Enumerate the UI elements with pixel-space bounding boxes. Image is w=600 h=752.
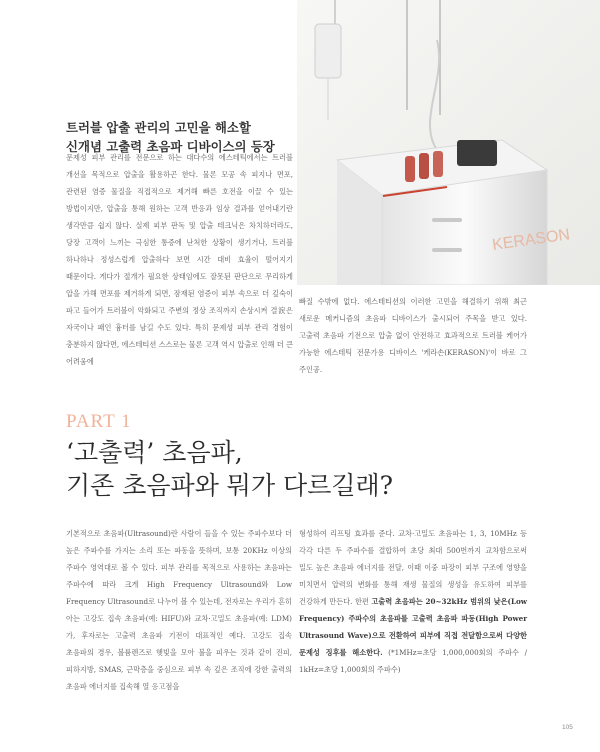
product-photo [297, 0, 600, 285]
body-paragraph-left: 기본적으로 초음파(Ultrasound)란 사람이 들을 수 있는 주파수보다 더 높은 주파수를 가지는 소리 또는 파동을 뜻하며, 보통 20KHz 이상의 주파수 영역대로 볼 수 있다. 피부 관리를 목적으로 사용하는 초음파는 주파수에 따라 크게 High Frequency Ultrasound와 Low Frequency Ultrasound로 나누어 볼 수 있는데, 전자로는 우리가 흔히 아는 고강도 집속 초음파(예: HIFU)와 교차·고밀도 초음파(예: LDM)가, 후자로는 고출력 초음파 기전이 대표적인 예다. 고강도 집속 초음파의 경우, 볼륨렌즈로 햇빛을 모아 불을 피우는 것과 같이 진피, 피하지방, SMAS, 근막층을 중심으로 피부 속 깊은 조직에 강한 출력의 초음파 에너지를 집속해 열 응고점을 [66, 529, 292, 691]
body-paragraph-right [299, 525, 527, 678]
brand-text: KERASON [491, 226, 572, 254]
section-title-line1: ‘고출력’ 초음파, [66, 438, 243, 467]
heading-line2: 신개념 고출력 초음파 디바이스의 등장 [66, 139, 275, 154]
page-number: 105 [562, 724, 573, 731]
body-right-note: (*1MHz=초당 1,000,000회의 주파수 / 1kHz=초당 1,000회의 주파수) [299, 648, 527, 674]
section-title-line2: 기존 초음파와 뭐가 다르길래? [66, 471, 394, 500]
body-right-bold: 고출력 초음파는 20~32kHz 범위의 낮은(Low Frequency) 주파수의 초음파를 고출력 초음파 파동(High Power Ultrasound Wave)으로 전환하여 피부에 직접 전달함으로써 다양한 문제성 징후를 해소한다. [299, 597, 527, 657]
intro-paragraph-continued: 빠질 수밖에 없다. 에스테티션의 이러한 고민을 해결하기 위해 최근 새로운 메커니즘의 초음파 디바이스가 출시되어 주목을 받고 있다. 고출력 초음파 기전으로 압출 없이 안전하고 효과적으로 트러블 케어가 가능한 에스테틱 전문가용 디바이스 '케라손(KERASON)'이 바로 그 주인공. [299, 297, 527, 374]
heading-line1: 트러블 압출 관리의 고민을 해소할 [66, 120, 251, 135]
part-label: PART 1 [66, 411, 132, 432]
section-title [66, 436, 393, 502]
body-right-text: 형성하여 리프팅 효과를 준다. 교차·고밀도 초음파는 1, 3, 10MHz 등 각각 다른 두 주파수를 결합하여 초당 최대 500번까지 교차함으로써 밀도 높은 초음파 에너지를 전달, 이때 이중 파장이 피부 구조에 영향을 미치면서 압력의 변화를 통해 재생 물질의 생성을 유도하여 피부를 건강하게 만든다. 한편 [299, 529, 527, 606]
intro-paragraph: 문제성 피부 관리를 전문으로 하는 대다수의 에스테틱에서는 트러블 개선을 목적으로 압출을 활용하곤 한다. 물론 모공 속 피지나 면포, 관련된 염증 물질을 직접적으로 제거해 빠른 호전을 이끌 수 있는 방법이지만, 압출을 통해 원하는 고객 반응과 임상 결과를 얻어내기란 생각만큼 쉽지 않다. 실제 피부 판독 및 압출 테크닉은 차치하더라도, 당장 고객이 느끼는 극심한 통증에 난처한 상황이 생기거나, 트러블 하나하나 정성스럽게 압출하다 보면 시간 대비 효율이 떨어지기 때문이다. 게다가 절개가 필요한 상태임에도 잘못된 판단으로 무리하게 압을 가해 면포를 제거하게 되면, 잠재된 염증이 피부 속으로 더 깊숙이 파고 들어가 트러블이 악화되고 주변의 정상 조직까지 손상시켜 결涙은 자국이나 패인 흉터를 남길 수도 있다. 특히 문제성 피부 관리 경험이 충분하지 않다면, 에스테티션 스스로는 물론 고객 역시 압출로 인해 더 큰 어려움에 [66, 153, 293, 366]
